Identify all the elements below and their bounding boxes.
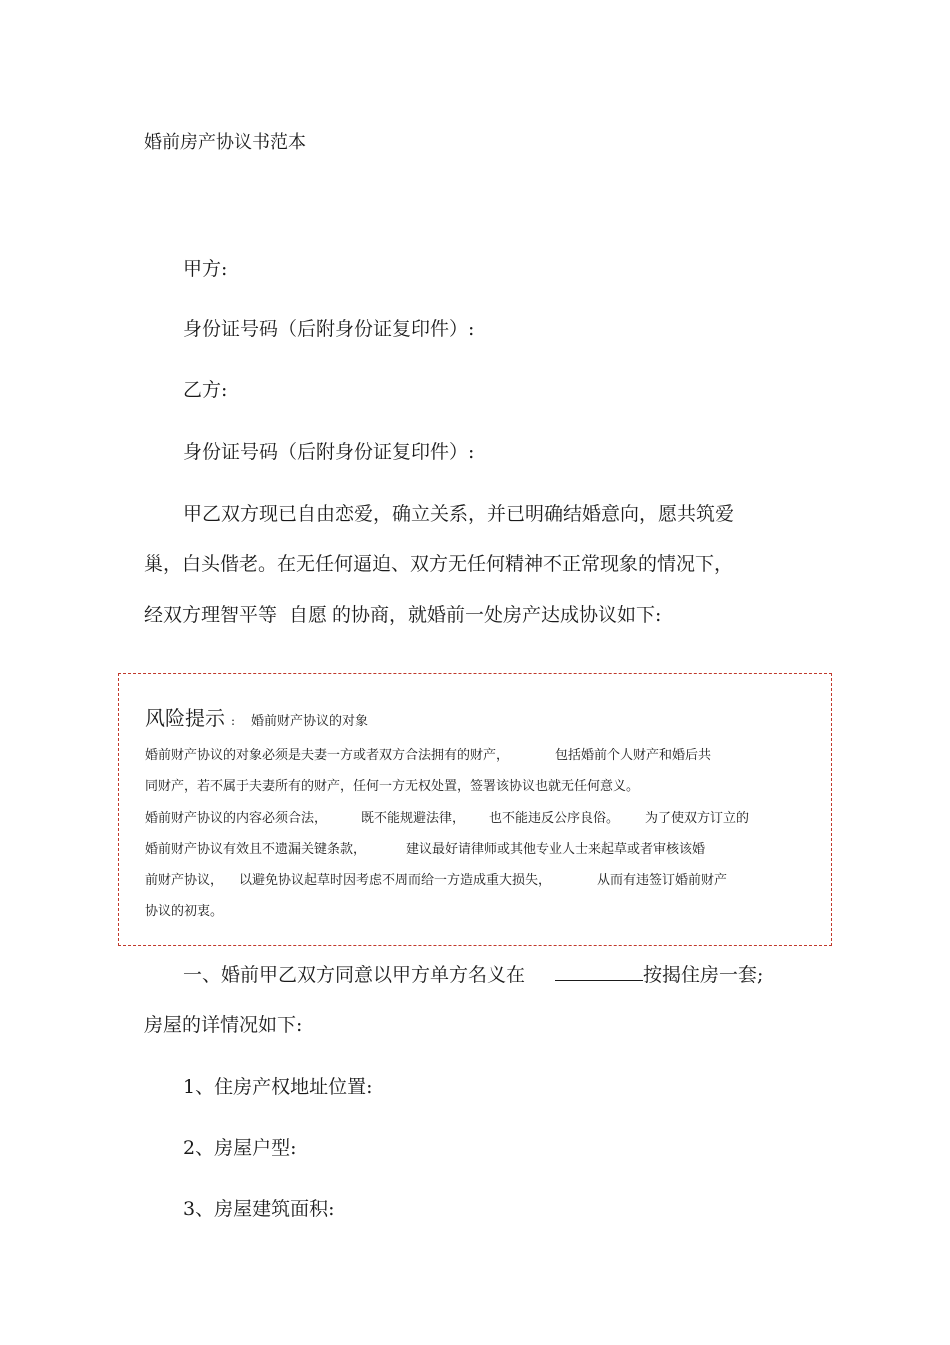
risk-line-4-part-a: 婚前财产协议有效且不遗漏关键条款，	[145, 842, 367, 857]
clause-1-blank-field[interactable]	[555, 962, 643, 981]
party-b-id-label: 身份证号码（后附身份证复印件）:	[183, 441, 475, 463]
risk-notice-heading: 风险提示	[145, 706, 225, 730]
clause-1-part-2: 按揭住房一套;	[643, 964, 764, 986]
intro-line-3-part-c: 的协商，就婚前一处房产达成协议如下:	[332, 604, 662, 626]
party-a-id-label: 身份证号码（后附身份证复印件）:	[183, 318, 475, 340]
risk-line-4-part-b: 建议最好请律师或其他专业人士来起草或者审核该婚	[406, 842, 706, 857]
item-2-layout: 2、房屋户型:	[183, 1137, 297, 1159]
intro-line-3-part-b: 自愿	[289, 604, 328, 626]
risk-notice-box	[118, 673, 832, 946]
intro-line-2: 巢，白头偕老。在无任何逼迫、双方无任何精神不正常现象的情况下，	[144, 553, 734, 575]
clause-1-line-2: 房屋的详情况如下:	[144, 1014, 303, 1036]
intro-line-1: 甲乙双方现已自由恋爱，确立关系，并已明确结婚意向，愿共筑爱	[183, 503, 735, 525]
risk-line-1	[145, 747, 711, 765]
risk-line-6: 协议的初衷。	[145, 904, 224, 919]
risk-line-5-part-b: 以避免协议起草时因考虑不周而给一方造成重大损失，	[239, 873, 552, 888]
clause-1-part-1: 一、婚前甲乙双方同意以甲方单方名义在	[183, 964, 526, 986]
risk-line-3-part-a: 婚前财产协议的内容必须合法，	[145, 811, 328, 826]
risk-line-3-part-d: 为了使双方订立的	[645, 811, 750, 826]
intro-line-3-part-a: 经双方理智平等	[144, 604, 278, 626]
document-title: 婚前房产协议书范本	[144, 132, 306, 153]
risk-line-4	[145, 841, 705, 859]
risk-line-1-part-b: 包括婚前个人财产和婚后共	[555, 748, 712, 763]
party-a-label: 甲方:	[183, 258, 228, 280]
clause-1-line-1	[183, 962, 763, 987]
risk-notice-header	[145, 702, 368, 731]
item-1-address: 1、住房产权地址位置:	[183, 1076, 373, 1098]
item-3-area: 3、房屋建筑面积:	[183, 1198, 335, 1220]
party-b-label: 乙方:	[183, 379, 228, 401]
risk-notice-subheading: 婚前财产协议的对象	[251, 714, 369, 729]
risk-line-1-part-a: 婚前财产协议的对象必须是夫妻一方或者双方合法拥有的财产，	[145, 748, 510, 763]
risk-notice-colon: :	[231, 714, 236, 728]
risk-line-5	[145, 872, 727, 890]
risk-line-5-part-c: 从而有违签订婚前财产	[597, 873, 728, 888]
risk-line-3	[145, 810, 749, 828]
intro-line-3	[144, 603, 661, 627]
risk-line-5-part-a: 前财产协议，	[145, 873, 224, 888]
risk-line-3-part-b: 既不能规避法律，	[361, 811, 466, 826]
risk-line-2: 同财产，若不属于夫妻所有的财产，任何一方无权处置，签署该协议也就无任何意义。	[145, 779, 640, 794]
risk-line-3-part-c: 也不能违反公序良俗。	[489, 811, 620, 826]
